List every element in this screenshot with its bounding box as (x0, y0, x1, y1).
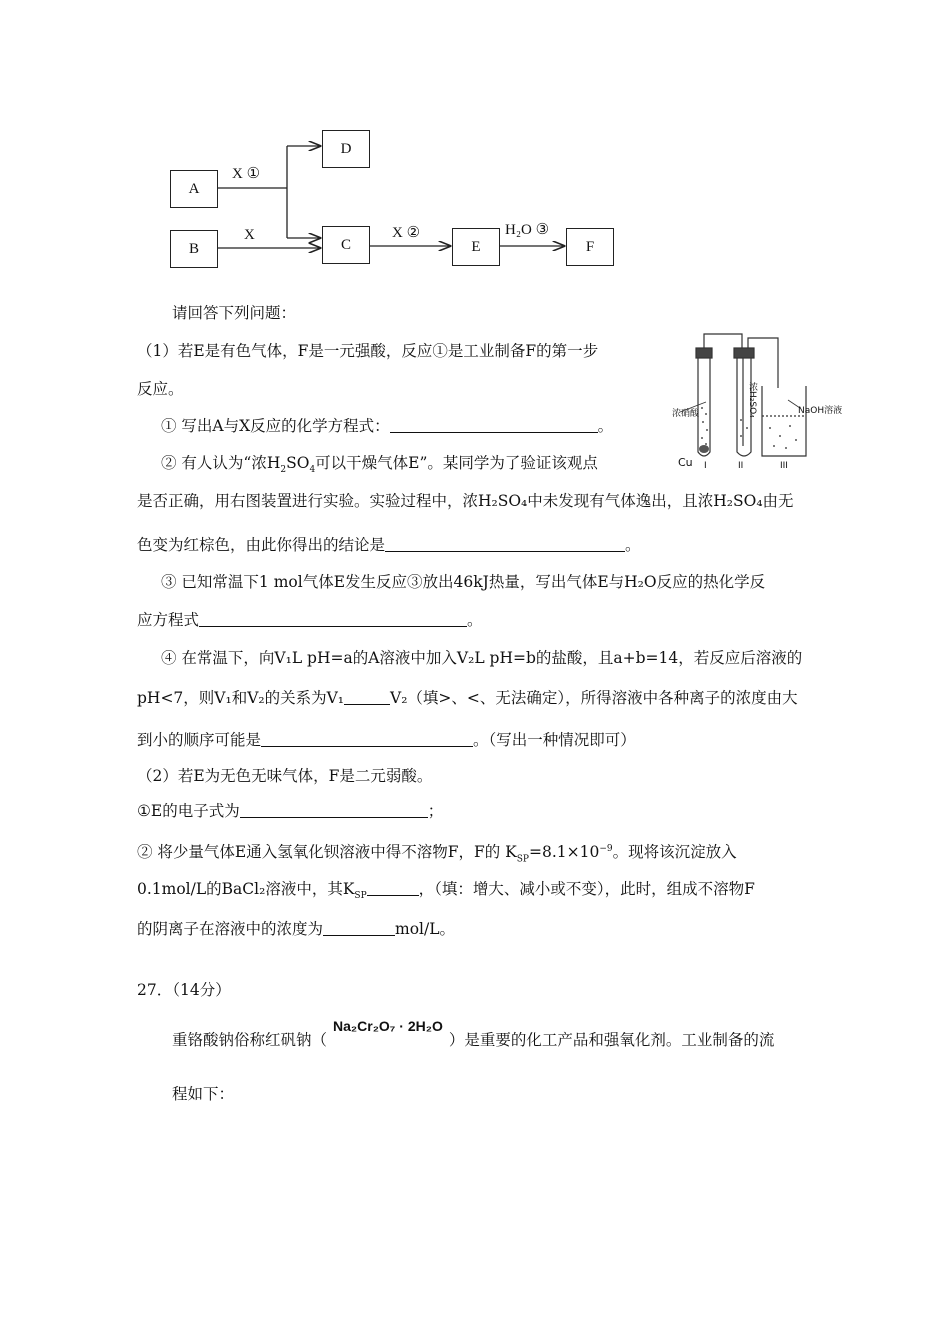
label-i: I (704, 461, 707, 471)
box-d: D (322, 130, 370, 168)
label-iii: III (780, 461, 788, 471)
q1-2-line-a: ② 有人认为“浓$H_2SO_4$可以干燥气体E”。某同学为了验证该观点 (161, 454, 598, 476)
answer-blank-q2-1[interactable] (240, 802, 428, 818)
q2-2-line-a: ② 将少量气体E通入氢氧化钡溶液中得不溶物F，F的 $K_{SP}=8.1\times 10^{-9}$。现将该沉淀放入 (137, 843, 737, 865)
intro-line: 请回答下列问题： (172, 304, 297, 322)
q1-4-line-b: pH<7，则V₁和V₂的关系为V₁ V₂（填>、<、无法确定），所得溶液中各种离子的浓度由大 (137, 689, 798, 707)
q2-2-line-c: 的阴离子在溶液中的浓度为 mol/L。 (137, 920, 456, 938)
label-h2o3: H₂O ③ (505, 222, 550, 238)
q1-3-line-b: 应方程式 。 (137, 611, 483, 629)
answer-blank-q1-1[interactable] (390, 417, 598, 433)
label-conc-nitric: 浓硝酸 (672, 409, 700, 419)
box-c: C (322, 226, 370, 264)
answer-blank-q1-3[interactable] (199, 611, 467, 627)
q27-heading: 27．（14分） (137, 981, 231, 999)
q27-line-a: 重铬酸钠俗称红矾钠（Na₂Cr₂O₇ · 2H₂O）是重要的化工产品和强氧化剂。工业制备的流 (172, 1018, 775, 1049)
answer-blank-q2-2-ksp[interactable] (367, 880, 419, 896)
label-conc-h2so4: 浓H₂SO₄ (747, 382, 757, 418)
q2-line: （2）若E为无色无味气体，F是二元弱酸。 (137, 767, 433, 785)
q2-1-line: ①E的电子式为 ； (137, 802, 444, 820)
q1-1-line: ① 写出A与X反应的化学方程式： 。 (161, 417, 614, 435)
label-ii: II (738, 461, 744, 471)
q1-4-line-c: 到小的顺序可能是 。（写出一种情况即可） (137, 731, 636, 749)
label-naoh: NaOH溶液 (798, 406, 843, 416)
box-e: E (452, 228, 500, 266)
answer-blank-q1-4-order[interactable] (261, 731, 473, 747)
answer-blank-q1-4-relation[interactable] (344, 689, 390, 705)
label-x1: X ① (232, 166, 261, 182)
q1-1-text: ① 写出A与X反应的化学方程式： (161, 417, 390, 435)
formula-sodium-dichromate: Na₂Cr₂O₇ · 2H₂O (333, 1018, 443, 1034)
q27-line-b: 程如下： (172, 1085, 235, 1103)
q1-4-line-a: ④ 在常温下，向V₁L pH=a的A溶液中加入V₂L pH=b的盐酸，且a+b=14，若反应后溶液的 (161, 649, 803, 667)
answer-blank-q2-2-conc[interactable] (323, 920, 395, 936)
box-f: F (566, 228, 614, 266)
box-a: A (170, 170, 218, 208)
q1-2-line-c: 色变为红棕色，由此你得出的结论是 。 (137, 536, 641, 554)
q1-2-line-b: 是否正确，用右图装置进行实验。实验过程中，浓H₂SO₄中未发现有气体逸出，且浓H₂SO₄由无 (137, 492, 794, 510)
box-b: B (170, 230, 218, 268)
label-cu: Cu (678, 456, 693, 469)
flow-arrows (160, 120, 620, 280)
q2-2-line-b: 0.1mol/L的BaCl₂溶液中，其$K_{SP}$ ，（填：增大、减小或不变），此时，组成不溶物F (137, 880, 755, 902)
q1-line-b: 反应。 (137, 380, 184, 398)
q1-line-a: （1）若E是有色气体，F是一元强酸，反应①是工业制备F的第一步 (137, 342, 599, 360)
label-x2: X ② (392, 225, 421, 241)
answer-blank-q1-2[interactable] (385, 536, 625, 552)
label-x-b: X (244, 227, 255, 243)
q1-3-line-a: ③ 已知常温下1 mol气体E发生反应③放出46kJ热量，写出气体E与H₂O反应的热化学反 (161, 573, 766, 591)
